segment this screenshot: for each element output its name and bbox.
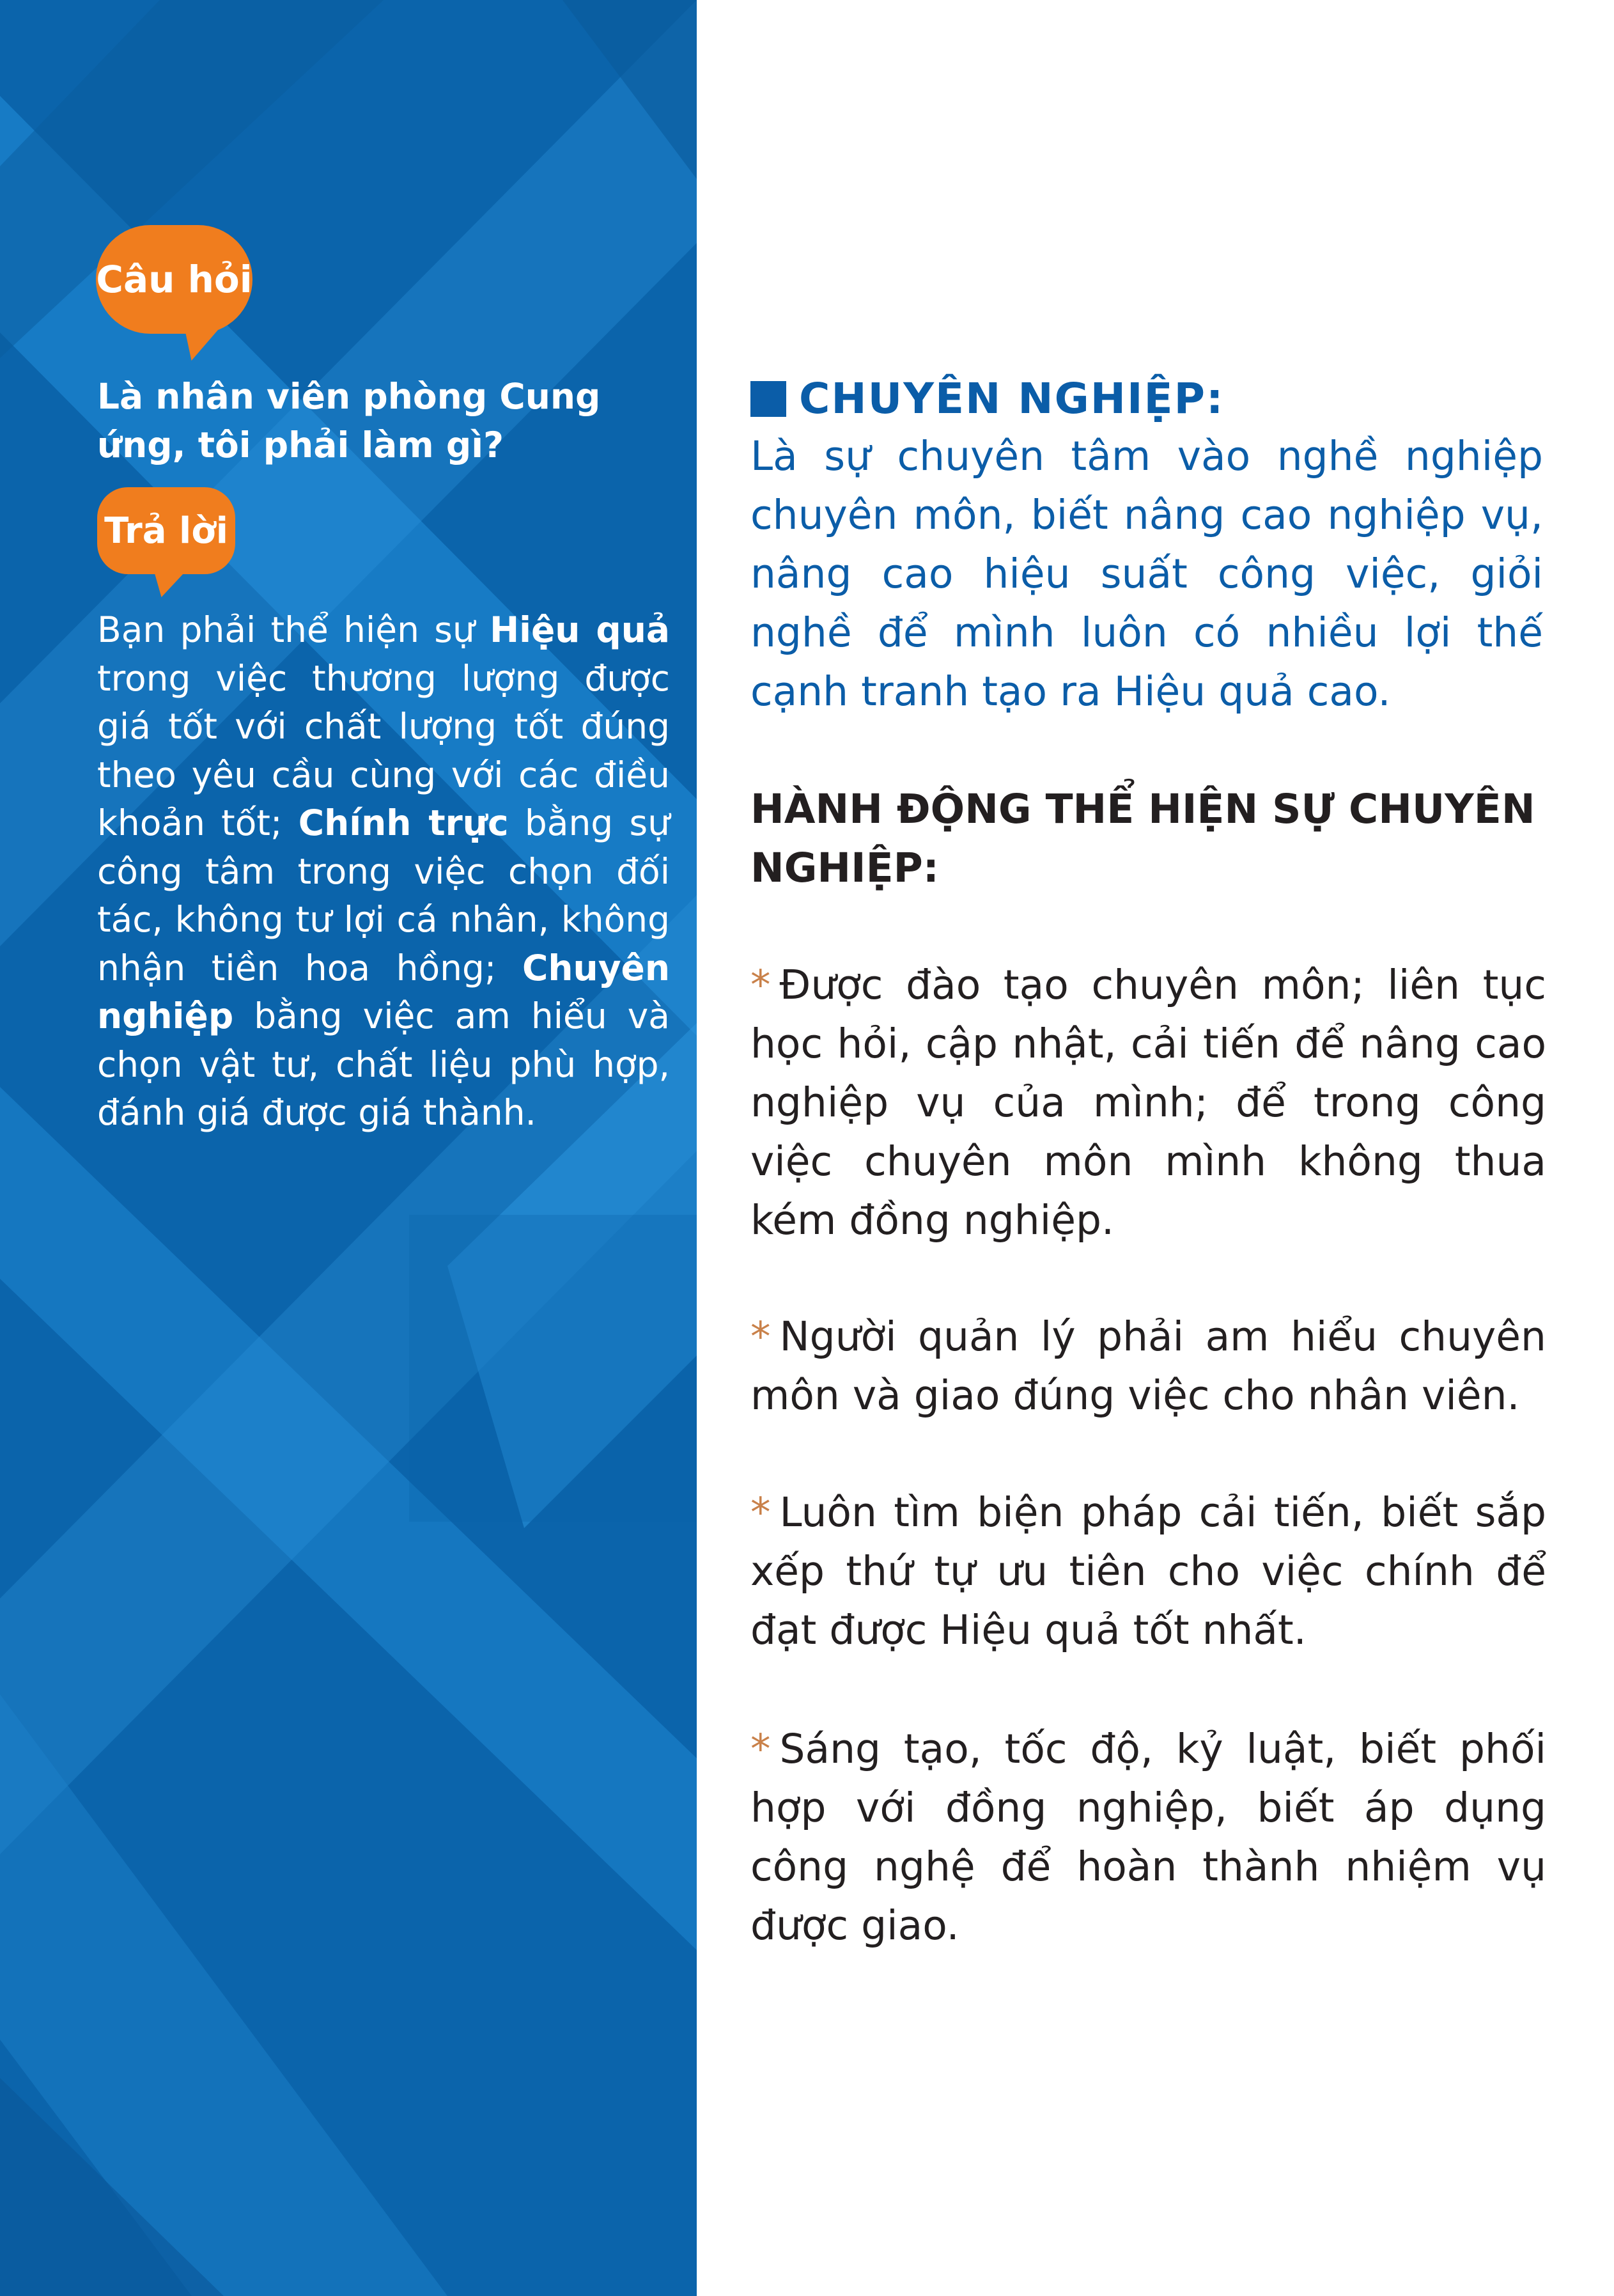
answer-keyword: Chính trực <box>298 802 509 843</box>
section-title: CHUYÊN NGHIỆP: <box>799 374 1225 423</box>
square-bullet-icon <box>750 381 786 417</box>
actions-heading: HÀNH ĐỘNG THỂ HIỆN SỰ CHUYÊN NGHIỆP: <box>750 786 1535 891</box>
answer-badge <box>97 487 235 574</box>
answer-text <box>97 606 670 1137</box>
asterisk-icon: * <box>750 1489 771 1536</box>
answer-badge-label: Trả lời <box>104 510 228 552</box>
list-item <box>750 1308 1546 1425</box>
list-item <box>750 1483 1546 1660</box>
list-item-text: Luôn tìm biện pháp cải tiến, biết sắp xếp thứ tự ưu tiên cho việc chính để đạt được Hiệu quả tốt nhất. <box>750 1489 1546 1653</box>
answer-text-part: bằng sự công tâm trong việc chọn đối tác, không tư lợi cá nhân, không nhận tiền hoa hồng; <box>97 802 670 988</box>
answer-text-part: trong việc thương lượng được giá tốt với chất lượng tốt đúng theo yêu cầu cùng với các điều khoản tốt; <box>97 657 670 843</box>
asterisk-icon: * <box>750 1726 771 1772</box>
section-heading <box>750 374 1224 423</box>
list-item <box>750 1720 1546 1955</box>
answer-keyword: Hiệu quả <box>490 609 670 650</box>
right-panel <box>697 0 1614 2296</box>
answer-text-part: bằng việc am hiểu và chọn vật tư, chất liệu phù hợp, đánh giá được giá thành. <box>97 996 670 1133</box>
list-item <box>750 956 1546 1250</box>
left-panel <box>0 0 697 2296</box>
asterisk-icon: * <box>750 1313 771 1360</box>
answer-text-part: Bạn phải thể hiện sự <box>97 609 490 650</box>
question-text: Là nhân viên phòng Cung ứng, tôi phải làm gì? <box>97 376 601 465</box>
list-item-text: Được đào tạo chuyên môn; liên tục học hỏi, cập nhật, cải tiến để nâng cao nghiệp vụ của mình; để trong công việc chuyên môn mình không thua kém đồng nghiệp. <box>750 962 1546 1244</box>
asterisk-icon: * <box>750 962 771 1008</box>
list-item-text: Người quản lý phải am hiểu chuyên môn và giao đúng việc cho nhân viên. <box>750 1313 1546 1419</box>
question-badge <box>96 225 252 334</box>
question-badge-label: Câu hỏi <box>96 258 252 301</box>
answer-keyword: Chuyên nghiệp <box>97 947 670 1036</box>
definition-paragraph: Là sự chuyên tâm vào nghề nghiệp chuyên môn, biết nâng cao nghiệp vụ, nâng cao hiệu suất công việc, giỏi nghề để mình luôn có nhiều lợi thế cạnh tranh tạo ra Hiệu quả cao. <box>750 433 1543 715</box>
list-item-text: Sáng tạo, tốc độ, kỷ luật, biết phối hợp với đồng nghiệp, biết áp dụng công nghệ để hoàn thành nhiệm vụ được giao. <box>750 1726 1546 1949</box>
